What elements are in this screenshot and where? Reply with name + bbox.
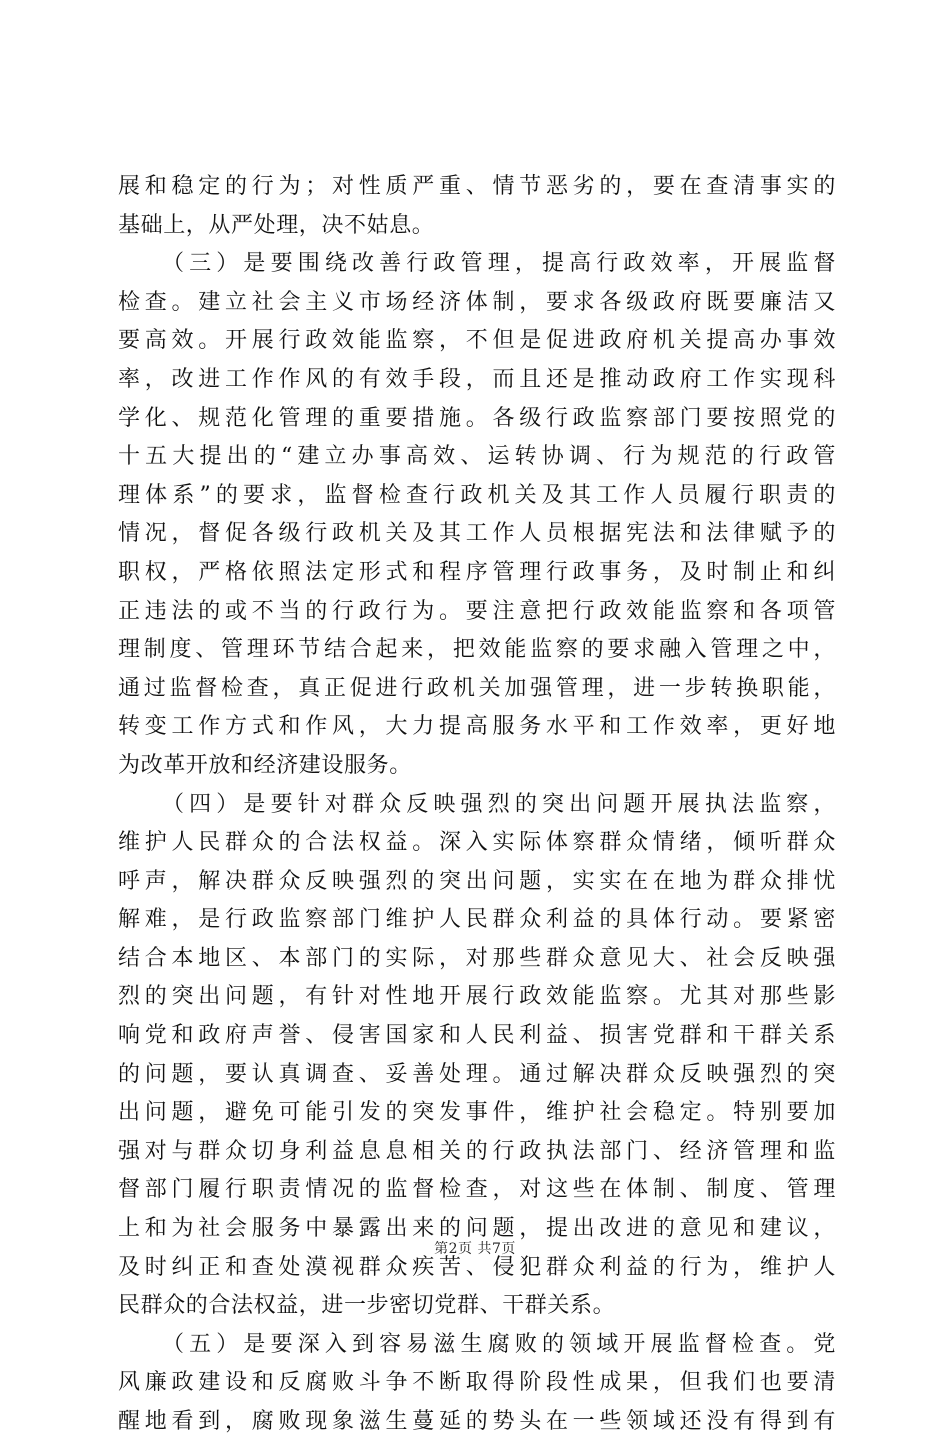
- text-line: 十五大提出的“建立办事高效、运转协调、行为规范的行政管: [118, 444, 836, 470]
- text-line: 转变工作方式和作风，大力提高服务水平和工作效率，更好地: [118, 714, 836, 740]
- text-line: 风廉政建设和反腐败斗争不断取得阶段性成果，但我们也要清: [118, 1370, 836, 1396]
- text-line: 为改革开放和经济建设服务。: [118, 752, 412, 778]
- text-line: 理体系”的要求，监督检查行政机关及其工作人员履行职责的: [118, 482, 836, 508]
- text-line: 基础上，从严处理，决不姑息。: [118, 212, 435, 238]
- text-line: 及时纠正和查处漠视群众疾苦、侵犯群众利益的行为，维护人: [118, 1254, 836, 1280]
- text-line: 情况，督促各级行政机关及其工作人员根据宪法和法律赋予的: [118, 521, 836, 547]
- paragraph-section-5: [118, 1326, 836, 1442]
- text-line: 督部门履行职责情况的监督检查，对这些在体制、制度、管理: [118, 1177, 836, 1203]
- text-line: 结合本地区、本部门的实际，对那些群众意见大、社会反映强: [118, 945, 836, 971]
- text-line: （三）是要围绕改善行政管理，提高行政效率，开展监督: [162, 251, 836, 277]
- text-line: 展和稳定的行为；对性质严重、情节恶劣的，要在查清事实的: [118, 174, 836, 199]
- text-line: 检查。建立社会主义市场经济体制，要求各级政府既要廉洁又: [118, 289, 836, 315]
- text-line: 上和为社会服务中暴露出来的问题，提出改进的意见和建议，: [118, 1216, 836, 1242]
- text-line: 正违法的或不当的行政行为。要注意把行政效能监察和各项管: [118, 598, 836, 624]
- page-number-footer: 第2页 共7页: [434, 1241, 516, 1257]
- text-line: 响党和政府声誉、侵害国家和人民利益、损害党群和干群关系: [118, 1023, 836, 1049]
- text-line: 的问题，要认真调查、妥善处理。通过解决群众反映强烈的突: [118, 1061, 836, 1087]
- paragraph-section-3: [118, 245, 836, 785]
- text-line: 强对与群众切身利益息息相关的行政执法部门、经济管理和监: [118, 1138, 836, 1164]
- text-line: 民群众的合法权益，进一步密切党群、干群关系。: [118, 1293, 616, 1319]
- text-line: 率，改进工作作风的有效手段，而且还是推动政府工作实现科: [118, 366, 836, 392]
- text-line: 醒地看到，腐败现象滋生蔓延的势头在一些领域还没有得到有: [118, 1409, 836, 1434]
- text-line: 出问题，避免可能引发的突发事件，维护社会稳定。特别要加: [118, 1100, 836, 1126]
- text-line: 学化、规范化管理的重要措施。各级行政监察部门要按照党的: [118, 405, 836, 431]
- text-line: 理制度、管理环节结合起来，把效能监察的要求融入管理之中，: [118, 637, 836, 663]
- text-line: 要高效。开展行政效能监察，不但是促进政府机关提高办事效: [118, 328, 836, 354]
- text-line: 烈的突出问题，有针对性地开展行政效能监察。尤其对那些影: [118, 984, 836, 1010]
- text-line: 呼声，解决群众反映强烈的突出问题，实实在在地为群众排忧: [118, 868, 836, 894]
- text-line: （四）是要针对群众反映强烈的突出问题开展执法监察，: [162, 791, 836, 817]
- text-line: 通过监督检查，真正促进行政机关加强管理，进一步转换职能，: [118, 675, 836, 701]
- text-line: 解难，是行政监察部门维护人民群众利益的具体行动。要紧密: [118, 907, 836, 933]
- text-line: （五）是要深入到容易滋生腐败的领域开展监督检查。党: [162, 1331, 836, 1357]
- paragraph-continued: [118, 168, 836, 245]
- text-line: 维护人民群众的合法权益。深入实际体察群众情绪，倾听群众: [118, 830, 836, 856]
- text-line: 职权，严格依照法定形式和程序管理行政事务，及时制止和纠: [118, 559, 836, 585]
